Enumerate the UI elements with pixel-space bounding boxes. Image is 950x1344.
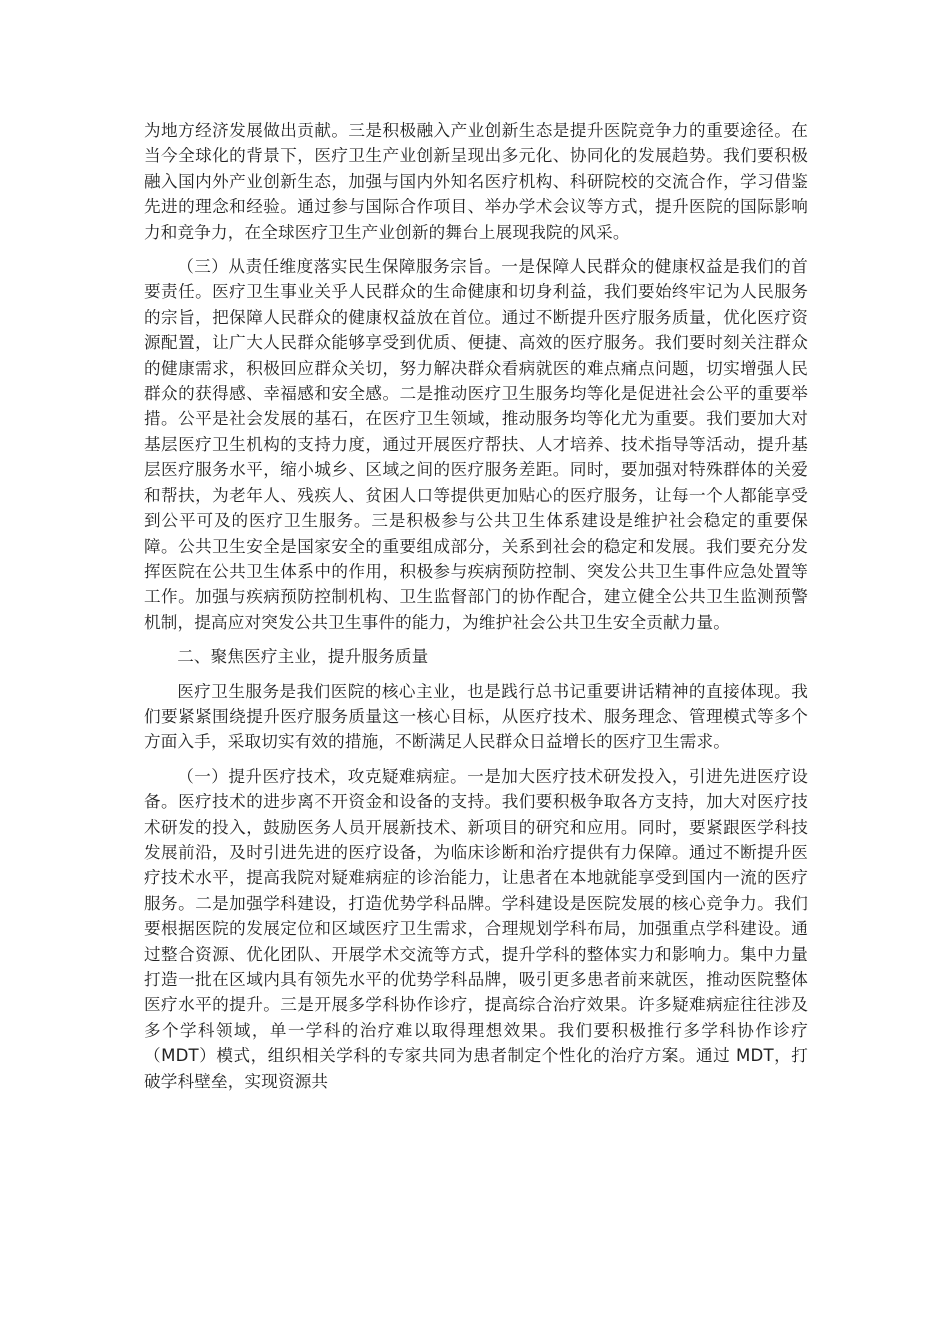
- section-heading: 二、聚焦医疗主业，提升服务质量: [177, 647, 429, 667]
- document-page: [144, 118, 808, 1103]
- paragraph-subsection-one: （一）提升医疗技术，攻克疑难病症。一是加大医疗技术研发投入，引进先进医疗设备。医疗技术的进步离不开资金和设备的支持。我们要积极争取各方支持，加大对医疗技术研发的投入，鼓励医务人员开展新技术、新项目的研究和应用。同时，要紧跟医学科技发展前沿，及时引进先进的医疗设备，为临床诊断和治疗提供有力保障。通过不断提升医疗技术水平，提高我院对疑难病症的诊治能力，让患者在本地就能享受到国内一流的医疗服务。二是加强学科建设，打造优势学科品牌。学科建设是医院发展的核心竞争力。我们要根据医院的发展定位和区域医疗卫生需求，合理规划学科布局，加强重点学科建设。通过整合资源、优化团队、开展学术交流等方式，提升学科的整体实力和影响力。集中力量打造一批在区域内具有领先水平的优势学科品牌，吸引更多患者前来就医，推动医院整体医疗水平的提升。三是开展多学科协作诊疗，提高综合治疗效果。许多疑难病症往往涉及多个学科领域，单一学科的治疗难以取得理想效果。我们要积极推行多学科协作诊疗（MDT）模式，组织相关学科的专家共同为患者制定个性化的治疗方案。通过 MDT，打破学科壁垒，实现资源共: [144, 766, 808, 1091]
- paragraph-section-three: （三）从责任维度落实民生保障服务宗旨。一是保障人民群众的健康权益是我们的首要责任。医疗卫生事业关乎人民群众的生命健康和切身利益，我们要始终牢记为人民服务的宗旨，把保障人民群众的健康权益放在首位。通过不断提升医疗服务质量，优化医疗资源配置，让广大人民群众能够享受到优质、便捷、高效的医疗服务。我们要时刻关注群众的健康需求，积极回应群众关切，努力解决群众看病就医的难点痛点问题，切实增强人民群众的获得感、幸福感和安全感。二是推动医疗卫生服务均等化是促进社会公平的重要举措。公平是社会发展的基石，在医疗卫生领域，推动服务均等化尤为重要。我们要加大对基层医疗卫生机构的支持力度，通过开展医疗帮扶、人才培养、技术指导等活动，提升基层医疗服务水平，缩小城乡、区域之间的医疗服务差距。同时，要加强对特殊群体的关爱和帮扶，为老年人、残疾人、贫困人口等提供更加贴心的医疗服务，让每一个人都能享受到公平可及的医疗卫生服务。三是积极参与公共卫生体系建设是维护社会稳定的重要保障。公共卫生安全是国家安全的重要组成部分，关系到社会的稳定和发展。我们要充分发挥医院在公共卫生体系中的作用，积极参与疾病预防控制、突发公共卫生事件应急处置等工作。加强与疾病预防控制机构、卫生监督部门的协作配合，建立健全公共卫生监测预警机制，提高应对突发公共卫生事件的能力，为维护社会公共卫生安全贡献力量。: [144, 257, 808, 632]
- paragraph-intro: 医疗卫生服务是我们医院的核心主业，也是践行总书记重要讲话精神的直接体现。我们要紧紧围绕提升医疗服务质量这一核心目标，从医疗技术、服务理念、管理模式等多个方面入手，采取切实有效的措施，不断满足人民群众日益增长的医疗卫生需求。: [144, 681, 808, 752]
- paragraph-continuation: 为地方经济发展做出贡献。三是积极融入产业创新生态是提升医院竞争力的重要途径。在当今全球化的背景下，医疗卫生产业创新呈现出多元化、协同化的发展趋势。我们要积极融入国内外产业创新生态，加强与国内外知名医疗机构、科研院校的交流合作，学习借鉴先进的理念和经验。通过参与国际合作项目、举办学术会议等方式，提升医院的国际影响力和竞争力，在全球医疗卫生产业创新的舞台上展现我院的风采。: [144, 121, 808, 242]
